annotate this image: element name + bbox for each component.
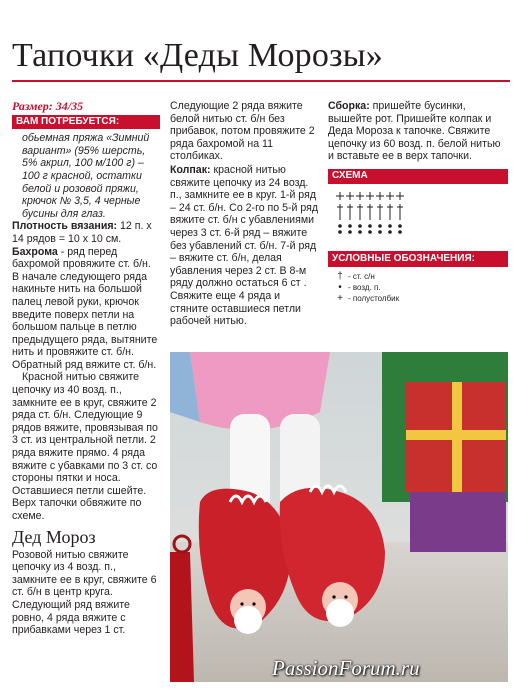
legend-text: - возд. п. <box>348 283 381 293</box>
schema-header: СХЕМА <box>328 169 508 184</box>
fringe-paragraph <box>12 246 160 372</box>
density-label: Плотность вязания: <box>12 220 118 233</box>
kolpak-paragraph <box>170 164 320 328</box>
stitch-schema <box>334 192 414 240</box>
legend-text: - ст. с/н <box>348 272 375 282</box>
kolpak-label: Колпак: <box>170 163 211 176</box>
fringe-label: Бахрома <box>12 245 58 258</box>
double-crochet-symbol: † <box>337 271 343 283</box>
chain-stitch-symbol: • <box>338 282 342 294</box>
legend-header: УСЛОВНЫЕ ОБОЗНАЧЕНИЯ: <box>328 251 508 267</box>
materials-text: обьемная пряжа «Зимний вариант» (95% шерсть, 5% акрил, 100 м/100 г) – 100 г красной, остатки белой и розовой пряжи, крючок № 3,5, 4 черные бусины для глаз. <box>22 132 150 220</box>
title-divider <box>12 80 510 82</box>
col2-intro: Следующие 2 ряда вяжите белой нитью ст. б/н без прибавок, потом провяжите 2 ряда бахромой на 11 столбиках. <box>170 100 315 163</box>
size-label: Размер: 34/35 <box>12 99 84 113</box>
assembly-label: Сборка: <box>328 100 370 112</box>
density-paragraph <box>12 220 160 245</box>
column-left <box>12 100 160 637</box>
legend-text: - полустолбик <box>348 294 400 304</box>
legend-item-half <box>332 293 508 304</box>
half-double-crochet-symbol: + <box>337 293 343 305</box>
page-title: Тапочки «Деды Морозы» <box>12 37 383 74</box>
ded-moroz-heading: Дед Мороз <box>12 526 96 547</box>
fringe-text: - ряд перед бахромой провяжите ст. б/н. В начале следующего ряда накиньте нить на большой палец левой руки, крючок введите поверх петли на большом пальце в петлю предыдущего ряда, вытяните нить и провяжите ст. б/н. Обратный ряд вяжите ст. б/н. <box>12 245 158 371</box>
assembly-text: пришейте бусинки, вышейте рот. Пришейте колпак и Деда Мороза к тапочке. Свяжите цепочку из 60 возд. п. белой нитью и вставьте ее в верх тапочки. <box>328 100 501 163</box>
column-right <box>328 100 508 304</box>
legend-item-dc <box>332 271 508 282</box>
main-instructions: Красной нитью свяжите цепочку из 40 возд. п., замкните ее в круг, свяжите 2 ряда ст. б/н. Следующие 9 рядов вяжите, провязывая по 3 ст. из центральной петли. 2 ряда вяжите прямо. 4 ряда вяжите с убавками по 3 ст. со стороны пятки и носа. Оставшиеся петли сшейте. Верх тапочки обвяжите по схеме. <box>12 371 158 522</box>
watermark: PassionForum.ru <box>272 656 420 680</box>
ded-moroz-text: Розовой нитью свяжите цепочку из 4 возд. п., замкните ее в круг, свяжите 6 ст. б/н в центр круга. Следующий ряд вяжите ровно, 4 ряда вяжите с прибавками через 1 ст. <box>12 548 157 637</box>
assembly-paragraph <box>328 100 508 163</box>
density-text: 12 п. х 14 рядов = 10 х 10 см. <box>12 220 152 245</box>
legend-item-chain <box>332 282 508 293</box>
slippers-photo <box>170 352 508 682</box>
kolpak-text: красной нитью свяжите цепочку из 24 возд. п., замкните ее в круг. 1-й ряд – 24 ст. б/н. Со 2-го по 5-й ряд вяжите ст. б/н с убавлениями через 3 ст. 6-й ряд – вяжите без убавлений ст. б/н. 7-й ряд – вяжите ст. б/н, делая убавления через 2 ст. В 8-м ряду должно остаться 6 ст . Свяжите еще 4 ряда и стяните оставшиеся петли рабочей нитью. <box>170 163 319 328</box>
column-middle <box>170 100 320 328</box>
materials-header: ВАМ ПОТРЕБУЕТСЯ: <box>12 115 160 130</box>
